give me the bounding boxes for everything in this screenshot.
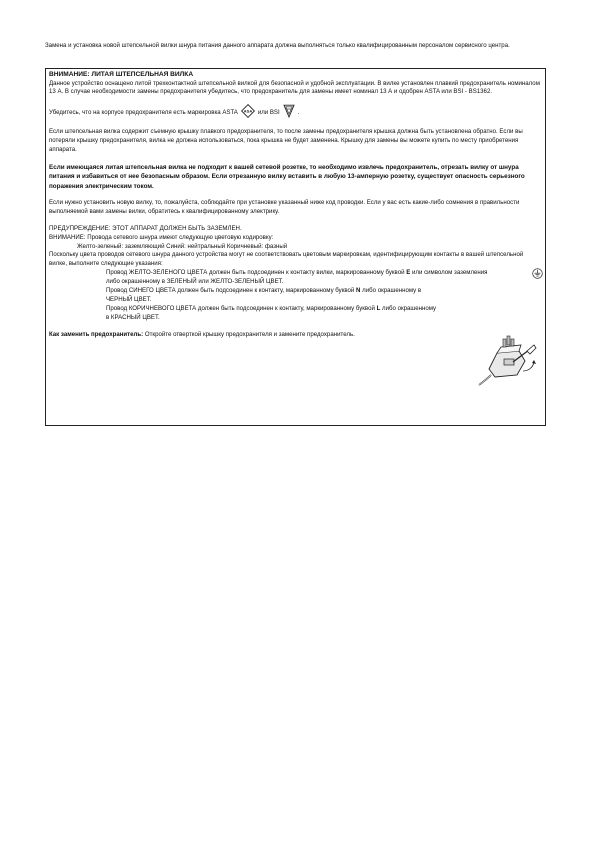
new-plug-paragraph: Если нужно установить новую вилку, то, пожалуйста, соблюдайте при установке указанный ниже код проводки. Если у вас есть какие-либо сомнения в правильности выполняемой вами замены вилки, обратитесь к квалифицированному электрику. <box>49 198 520 215</box>
marking-or-text: или BSI <box>257 108 280 116</box>
wire-live-line2: в КРАСНЫЙ ЦВЕТ. <box>106 313 160 321</box>
wire-neutral-line2: ЧЕРНЫЙ ЦВЕТ. <box>106 295 152 303</box>
wiring-instructions-intro: Поскольку цвета проводов сетевого шнура данного устройства могут не соответствовать цветовым маркировкам, идентифицирующим контакты в вашей штепсельной вилке, выполните следующие указания: <box>49 251 524 268</box>
wire-earth-line1: Провод ЖЕЛТО-ЗЕЛЕНОГО ЦВЕТА должен быть подсоединен к контакту вилки, маркированному буквой E или символом заземления <box>106 269 488 277</box>
color-code-list: Желто-зеленый: заземляющий Синий: нейтральный Коричневый: фазный <box>77 242 288 250</box>
fuse-replacement-label: Как заменить предохранитель: <box>49 330 144 338</box>
color-code-intro: ВНИМАНИЕ: Провода сетевого шнура имеют следующую цветовую кодировку: <box>49 233 274 241</box>
marking-check-text: Убедитесь, что на корпусе предохранителя есть маркировка ASTA <box>49 108 238 116</box>
wire-live-line1: Провод КОРИЧНЕВОГО ЦВЕТА должен быть подсоединен к контакту, маркированному буквой L либо окрашенному <box>106 304 437 312</box>
asta-mark-icon <box>241 104 255 122</box>
fuse-paragraph: Данное устройство оснащено литой трехконтактной штепсельной вилкой для безопасной и удобной эксплуатации. В вилке установлен плавкий предохранитель номиналом 13 А. В случае необходимости замены предохранителя убедитесь, что предохранитель для замены имеет номинал 13 А и одобрен ASTA или BSI - BS1362. <box>49 79 540 96</box>
intro-text: Замена и установка новой штепсельной вилки шнура питания данного аппарата должна выполняться только квалифицированным персоналом сервисного центра. <box>45 42 510 49</box>
marking-end: . <box>297 108 300 116</box>
earth-symbol-icon <box>532 268 543 283</box>
plug-screwdriver-illustration <box>477 335 537 391</box>
earth-warning: ПРЕДУПРЕЖДЕНИЕ: ЭТОТ АППАРАТ ДОЛЖЕН БЫТЬ ЗАЗЕМЛЕН. <box>49 224 242 232</box>
fuse-cover-paragraph: Если штепсельная вилка содержит съемную крышку плавкого предохранителя, то после замены предохранителя крышка должна быть установлена обратно. Если вы потеряли крышку предохранителя, вилка не должна использоваться, пока крышка не будет заменена. Крышку для замены вы можете купить по месту приобретения аппарата. <box>49 128 523 154</box>
wire-neutral-line1: Провод СИНЕГО ЦВЕТА должен быть подсоединен к контакту, маркированному буквой N либо окрашенному в <box>106 287 422 295</box>
marking-check-line <box>49 106 542 120</box>
wire-earth-line2: либо окрашенному в ЗЕЛЕНЫЙ или ЖЕЛТО-ЗЕЛЕНЫЙ ЦВЕТ. <box>106 278 284 286</box>
molded-plug-notice <box>45 68 546 426</box>
wiring-instructions <box>49 269 542 322</box>
notice-title: ВНИМАНИЕ: ЛИТАЯ ШТЕПСЕЛЬНАЯ ВИЛКА <box>49 71 194 78</box>
asta-mark-text: ASA <box>243 108 253 114</box>
fuse-replacement-line <box>49 331 542 340</box>
cut-plug-warning: Если имеющаяся литая штепсельная вилка не подходит к вашей сетевой розетке, то необходимо извлечь предохранитель, отрезать вилку от шнура питания и избавиться от нее безопасным образом. Если отрезанную вилку вставить в любую 13-амперную розетку, существует опасность серьезного поражения электрическим током. <box>49 164 525 190</box>
bsi-kitemark-icon <box>283 104 295 122</box>
fuse-replacement-text: Откройте отверткой крышку предохранителя и замените предохранитель. <box>144 330 355 338</box>
